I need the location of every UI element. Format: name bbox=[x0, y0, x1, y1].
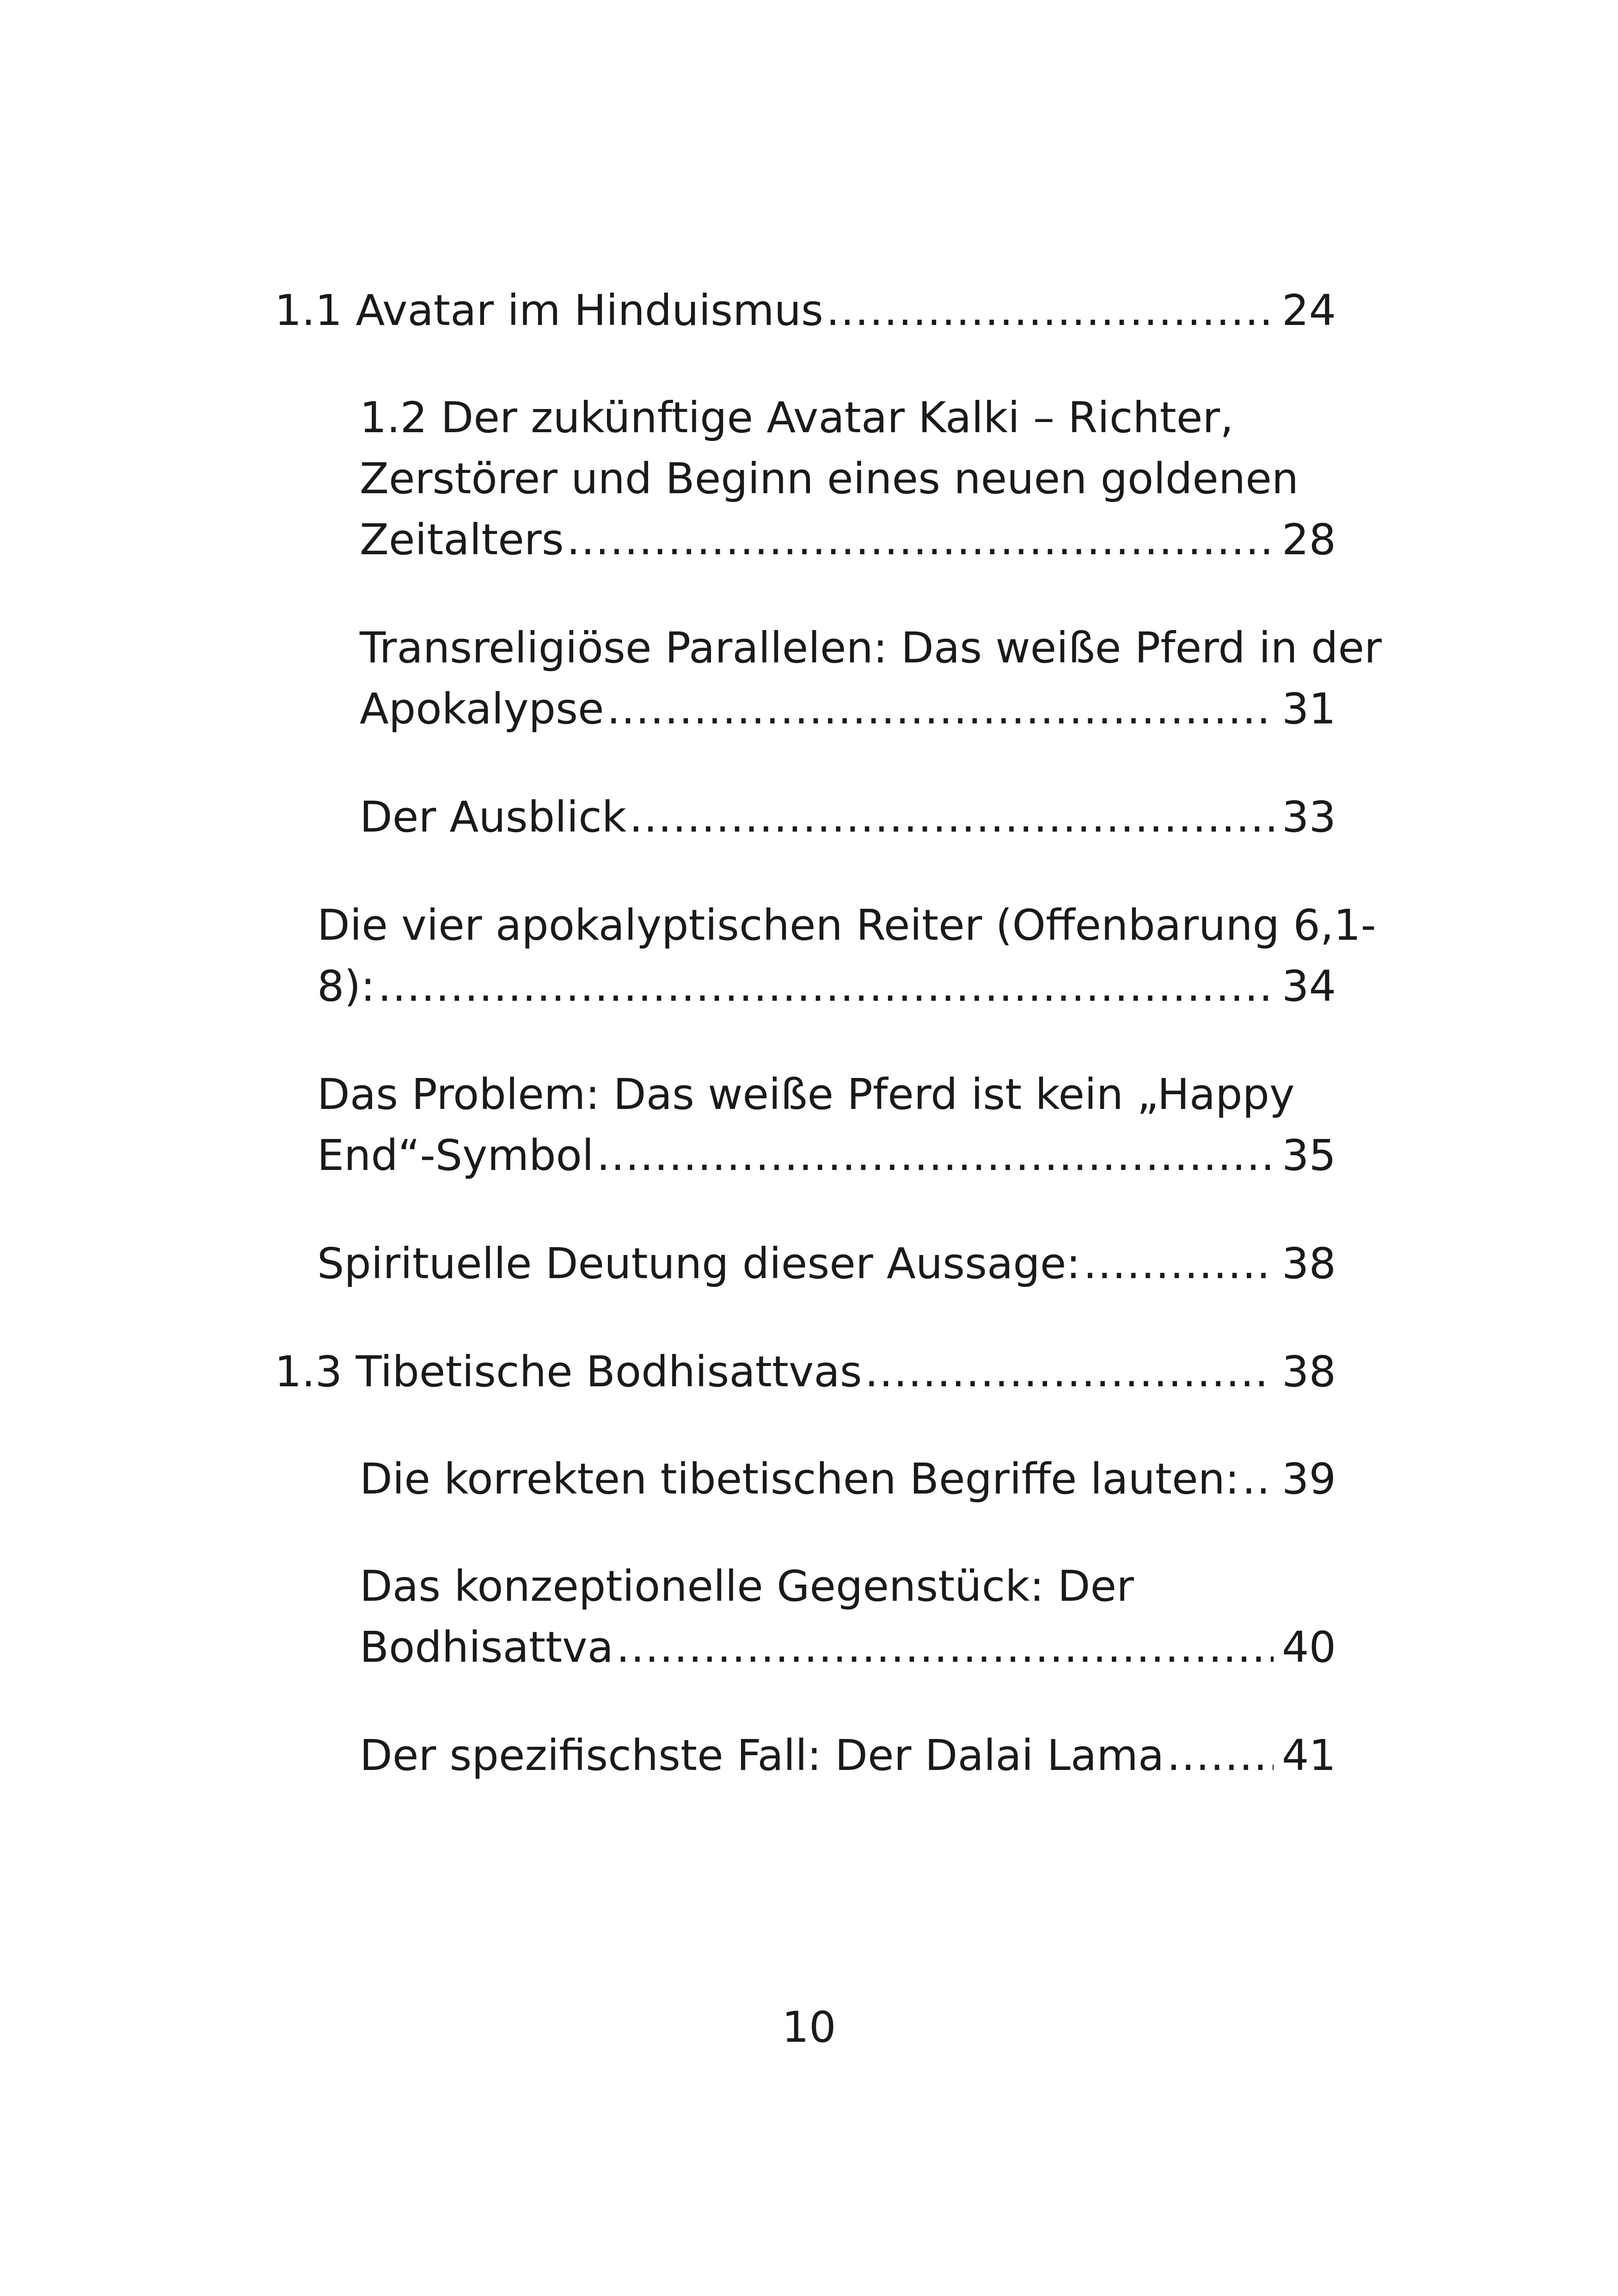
toc-page-number: 31 bbox=[1281, 684, 1336, 734]
toc-entry-line: Das Problem: Das weiße Pferd ist kein „Happy bbox=[317, 1070, 1295, 1119]
toc-entry-line: Transreligiöse Parallelen: Das weiße Pferd in der bbox=[360, 623, 1382, 673]
leader-dots bbox=[607, 679, 1274, 740]
toc-entry-title: 1.1 Avatar im Hinduismus bbox=[275, 286, 823, 335]
toc-entry-line bbox=[275, 280, 1336, 341]
leader-dots bbox=[1242, 1449, 1274, 1510]
toc-entry-line bbox=[360, 509, 1336, 570]
toc-entry-line: Die vier apokalyptischen Reiter (Offenbarung 6,1- bbox=[317, 900, 1376, 950]
toc-entry-title: End“-Symbol bbox=[317, 1131, 594, 1180]
toc-entry-line bbox=[360, 1617, 1336, 1678]
toc-entry-line bbox=[360, 787, 1336, 848]
toc-entry-tibetische-bodhisattvas[interactable] bbox=[275, 1341, 1336, 1402]
toc-entry-title: Die korrekten tibetischen Begriffe lauten: bbox=[360, 1454, 1239, 1504]
toc-entry-line bbox=[360, 1449, 1336, 1510]
toc-entry-title: Der spezifischste Fall: Der Dalai Lama bbox=[360, 1731, 1164, 1780]
toc-entry-problem-weisses-pferd[interactable] bbox=[317, 1064, 1336, 1186]
toc-entry-ausblick[interactable] bbox=[360, 787, 1336, 848]
toc-entry-line bbox=[317, 1233, 1336, 1294]
toc-page-number: 40 bbox=[1281, 1623, 1336, 1672]
toc-page-number: 38 bbox=[1281, 1239, 1336, 1288]
toc-entry-line: Das konzeptionelle Gegenstück: Der bbox=[360, 1561, 1134, 1611]
toc-entry-title: Spirituelle Deutung dieser Aussage: bbox=[317, 1239, 1081, 1288]
toc-entry-line bbox=[317, 956, 1336, 1017]
leader-dots bbox=[616, 1617, 1274, 1678]
toc-entry-line bbox=[317, 1125, 1336, 1186]
page-number: 10 bbox=[782, 2002, 836, 2052]
leader-dots bbox=[596, 1125, 1274, 1186]
toc-page-number: 38 bbox=[1281, 1347, 1336, 1396]
leader-dots bbox=[629, 787, 1274, 848]
leader-dots bbox=[1083, 1233, 1274, 1294]
toc-page-number: 28 bbox=[1281, 515, 1336, 564]
toc-page-number: 41 bbox=[1281, 1731, 1336, 1780]
toc-entry-avatar-hinduismus[interactable] bbox=[275, 280, 1336, 341]
toc-entry-line bbox=[360, 679, 1336, 740]
leader-dots bbox=[826, 280, 1274, 341]
toc-page-number: 35 bbox=[1281, 1131, 1336, 1180]
leader-dots bbox=[567, 509, 1274, 570]
toc-entry-transreligioese-parallelen[interactable] bbox=[360, 618, 1382, 740]
toc-entry-gegenstueck-bodhisattva[interactable] bbox=[360, 1556, 1336, 1678]
toc-entry-title: 8): bbox=[317, 961, 375, 1011]
toc-page-number: 34 bbox=[1281, 961, 1336, 1011]
leader-dots bbox=[865, 1341, 1274, 1402]
toc-entry-line: Zerstörer und Beginn eines neuen goldenen bbox=[360, 454, 1299, 503]
toc-entry-title: 1.3 Tibetische Bodhisattvas bbox=[275, 1347, 862, 1396]
toc-entry-apokalyptische-reiter[interactable] bbox=[317, 895, 1376, 1017]
toc-entry-title: Zeitalters bbox=[360, 515, 564, 564]
toc-page-number: 33 bbox=[1281, 792, 1336, 842]
toc-entry-dalai-lama[interactable] bbox=[360, 1725, 1336, 1786]
toc-entry-line: 1.2 Der zukünftige Avatar Kalki – Richter, bbox=[360, 393, 1234, 442]
toc-entry-title: Apokalypse bbox=[360, 684, 604, 734]
toc-page-number: 39 bbox=[1281, 1454, 1336, 1504]
toc-entry-line bbox=[275, 1341, 1336, 1402]
toc-entry-title: Bodhisattva bbox=[360, 1623, 613, 1672]
leader-dots bbox=[378, 956, 1274, 1017]
toc-page-number: 24 bbox=[1281, 286, 1336, 335]
toc-entry-tibetische-begriffe[interactable] bbox=[360, 1449, 1336, 1510]
toc-entry-line bbox=[360, 1725, 1336, 1786]
toc-entry-spirituelle-deutung[interactable] bbox=[317, 1233, 1336, 1294]
toc-entry-kalki[interactable] bbox=[360, 387, 1336, 570]
leader-dots bbox=[1167, 1725, 1274, 1786]
toc-entry-title: Der Ausblick bbox=[360, 792, 627, 842]
